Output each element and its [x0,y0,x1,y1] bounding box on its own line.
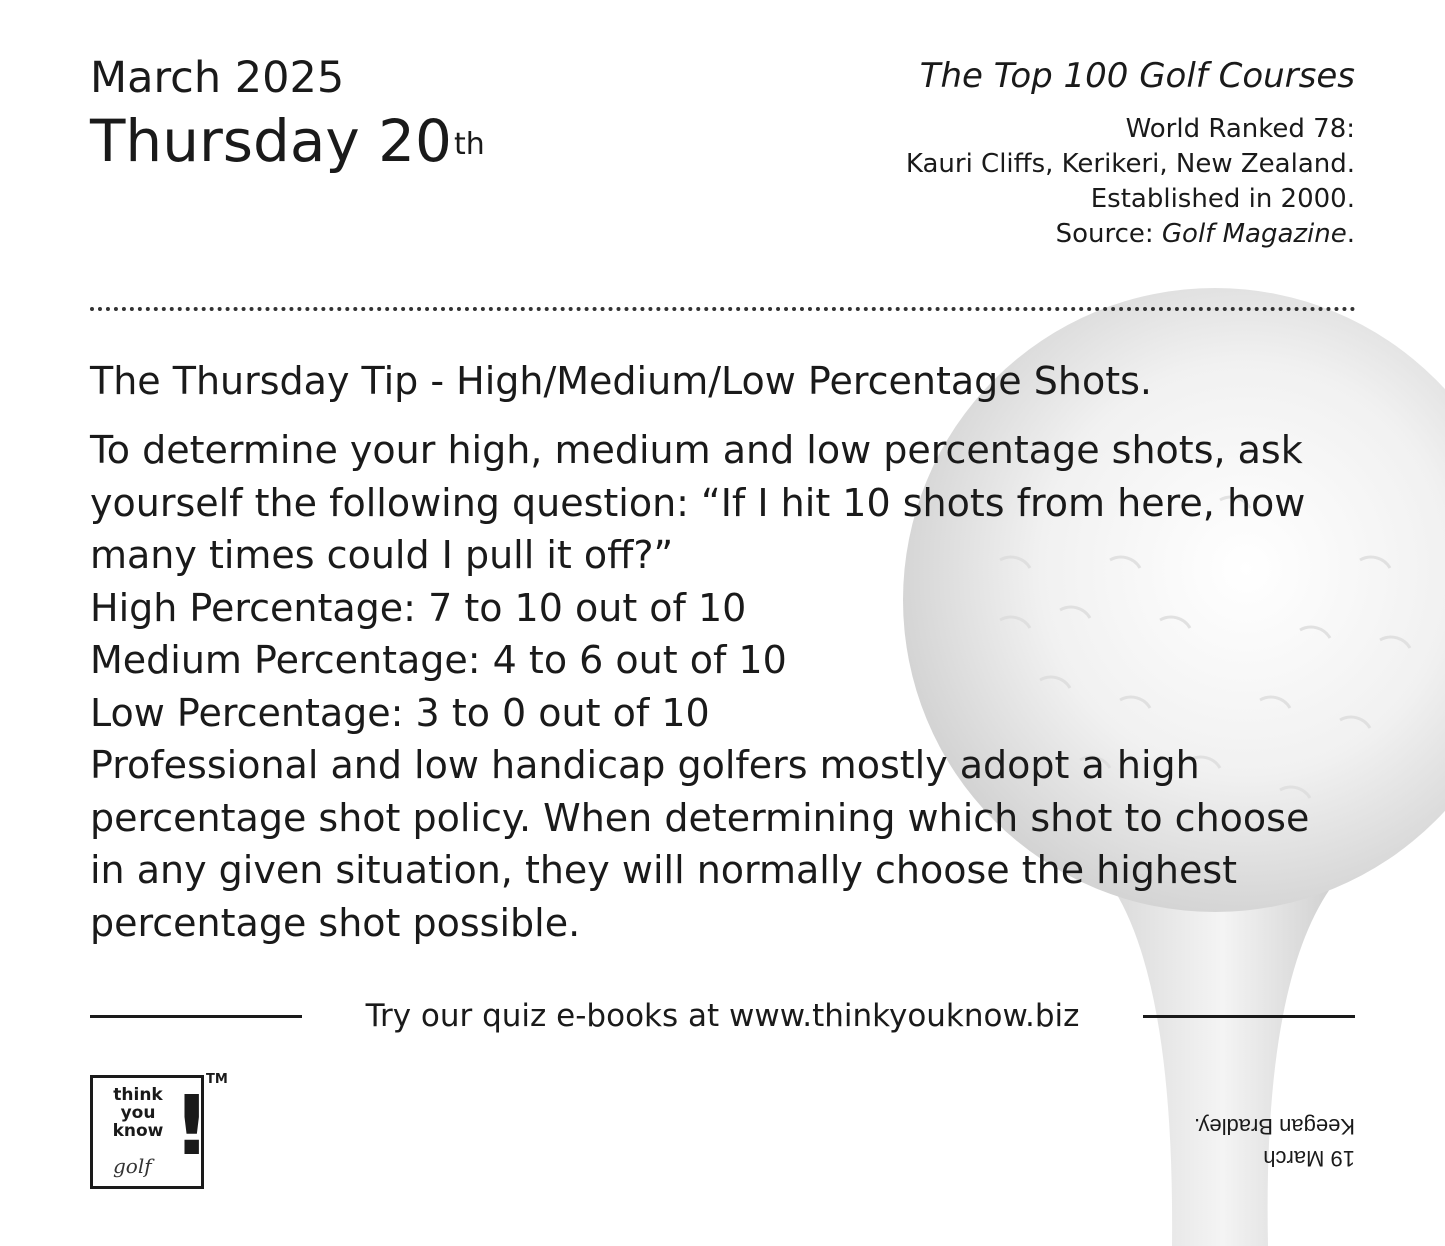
tip-line: percentage shot policy. When determining which shot to choose [90,795,1310,840]
dotted-divider [90,307,1356,311]
trademark-mark: TM [206,1072,228,1087]
footer-rule-right [1143,1015,1355,1018]
weekday-day: Thursday 20 [90,107,452,175]
tip-title: The Thursday Tip - High/Medium/Low Percentage Shots. [90,359,1152,403]
tip-line: High Percentage: 7 to 10 out of 10 [90,585,747,630]
previous-answer-text: Keegan Bradley. [1193,1114,1355,1139]
tip-body [90,424,1350,949]
logo-word: know [112,1121,164,1141]
tip-line: Professional and low handicap golfers mostly adopt a high [90,743,1200,787]
tip-line: yourself the following question: “If I hit 10 shots from here, how [90,480,1306,525]
course-location-line: Kauri Cliffs, Kerikeri, New Zealand. [905,149,1355,179]
tip-line: To determine your high, medium and low percentage shots, ask [90,428,1303,472]
source-prefix: Source: [1055,219,1162,249]
footer-promo: Try our quiz e-books at www.thinkyouknow.biz [365,998,1080,1034]
think-you-know-logo [90,1075,211,1189]
previous-answer-date: 19 March [1263,1146,1355,1171]
logo-sub: golf [113,1154,152,1178]
course-section-title: The Top 100 Golf Courses [919,56,1355,96]
logo-exclamation: ! [173,1079,211,1174]
tip-line: percentage shot possible. [90,900,581,945]
tip-line: in any given situation, they will normally choose the highest [90,848,1238,892]
logo-wordmark [103,1086,173,1140]
logo-word: you [120,1103,156,1123]
month-year: March 2025 [90,53,345,103]
source-suffix: . [1346,219,1355,249]
ordinal-suffix: th [453,127,485,162]
footer-rule-left [90,1015,302,1018]
day-heading [90,108,485,174]
logo-word: think [113,1085,163,1105]
course-rank-line: World Ranked 78: [1125,114,1355,144]
tip-line: Low Percentage: 3 to 0 out of 10 [90,690,710,735]
source-name: Golf Magazine [1161,219,1347,249]
course-established-line: Established in 2000. [1090,184,1355,214]
tip-line: many times could I pull it off?” [90,533,674,577]
course-info [906,112,1355,252]
tip-line: Medium Percentage: 4 to 6 out of 10 [90,638,787,682]
previous-day-answer [1130,1110,1355,1174]
course-source-line [906,217,1355,252]
